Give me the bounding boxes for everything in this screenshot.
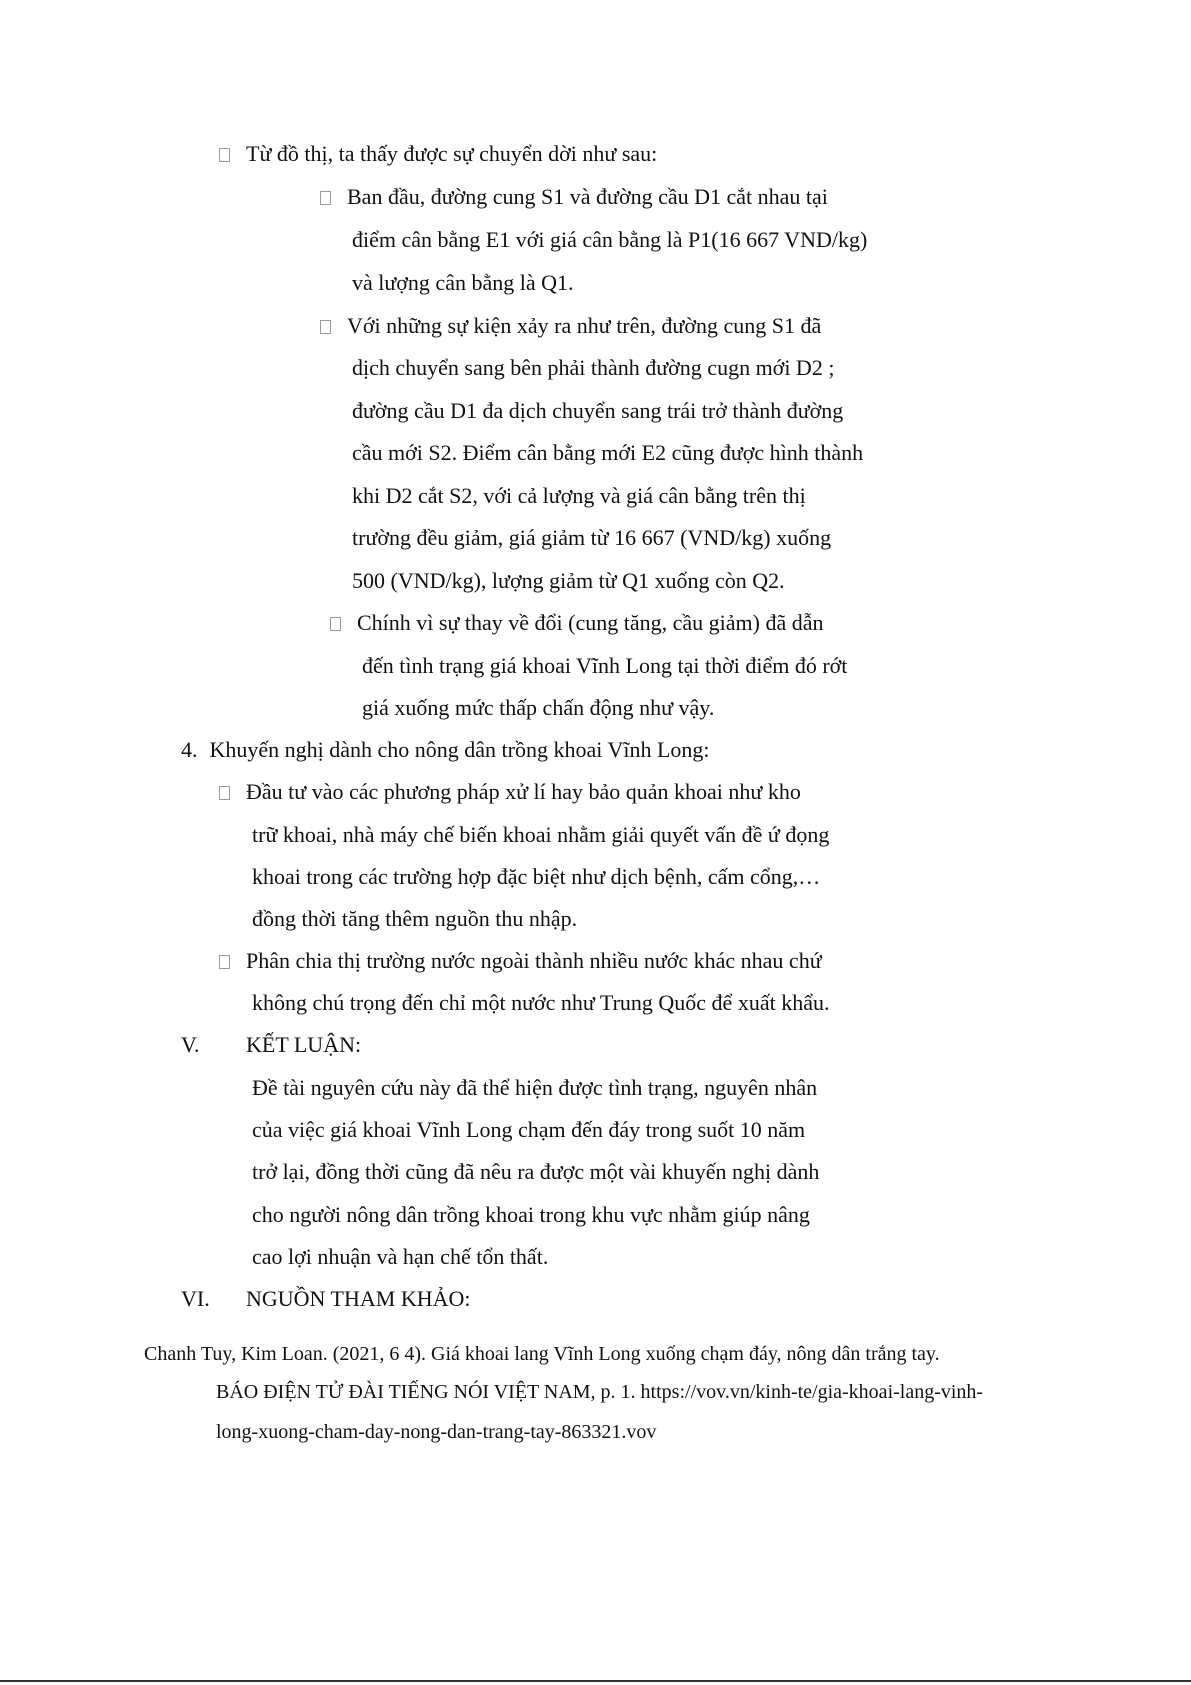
section5-body-line: cao lợi nhuận và hạn chế tổn thất.: [252, 1244, 549, 1269]
section4-bullet1-line: đồng thời tăng thêm nguồn thu nhập.: [252, 906, 578, 931]
analysis-point2-line: trường đều giảm, giá giảm từ 16 667 (VND/kg) xuống: [352, 525, 832, 550]
section5-body-line: trở lại, đồng thời cũng đã nêu ra được một vài khuyến nghị dành: [252, 1159, 820, 1184]
analysis-conclusion-line: đến tình trạng giá khoai Vĩnh Long tại thời điểm đó rớt: [362, 653, 848, 678]
analysis-point2-line: 500 (VND/kg), lượng giảm từ Q1 xuống còn Q2.: [352, 568, 785, 593]
analysis-point2-line: dịch chuyển sang bên phải thành đường cugn mới D2 ;: [352, 355, 835, 380]
section4-heading: [181, 735, 710, 765]
bullet-box-icon: [320, 191, 331, 205]
analysis-point2-line: Với những sự kiện xảy ra như trên, đường cung S1 đã: [347, 313, 822, 338]
page-bottom-rule: [0, 1680, 1191, 1682]
section5-title: KẾT LUẬN:: [246, 1032, 362, 1057]
analysis-intro-text: Từ đồ thị, ta thấy được sự chuyển dời như sau:: [246, 141, 658, 166]
section4-bullet2-line: không chú trọng đến chỉ một nước như Trung Quốc để xuất khẩu.: [252, 990, 830, 1015]
analysis-point2-line: đường cầu D1 đa dịch chuyển sang trái trở thành đường: [352, 398, 844, 423]
section6-numeral: VI.: [181, 1286, 210, 1311]
analysis-point2-item: [320, 311, 821, 341]
analysis-point1-line: Ban đầu, đường cung S1 và đường cầu D1 cắt nhau tại: [347, 184, 828, 209]
section4-number: 4.: [181, 737, 198, 762]
bullet-box-icon: [219, 955, 230, 969]
section4-bullet1-line: khoai trong các trường hợp đặc biệt như dịch bệnh, cấm cổng,…: [252, 864, 821, 889]
section4-bullet2-line: Phân chia thị trường nước ngoài thành nhiều nước khác nhau chứ: [246, 948, 822, 973]
reference-line: BÁO ĐIỆN TỬ ĐÀI TIẾNG NÓI VIỆT NAM, p. 1. https://vov.vn/kinh-te/gia-khoai-lang-vinh-: [216, 1381, 984, 1403]
section4-bullet2-item: [219, 946, 822, 976]
section4-bullet1-line: trữ khoai, nhà máy chế biến khoai nhằm giải quyết vấn đề ứ đọng: [252, 822, 830, 847]
section5-numeral: V.: [181, 1032, 200, 1057]
reference-line: Chanh Tuy, Kim Loan. (2021, 6 4). Giá khoai lang Vĩnh Long xuống chạm đáy, nông dân trắng tay.: [144, 1343, 940, 1365]
section5-body-line: cho người nông dân trồng khoai trong khu vực nhằm giúp nâng: [252, 1202, 810, 1227]
analysis-point2-line: cầu mới S2. Điểm cân bằng mới E2 cũng được hình thành: [352, 440, 864, 465]
bullet-box-icon: [330, 617, 341, 631]
analysis-point1-item: [320, 182, 828, 212]
section5-body-line: của việc giá khoai Vĩnh Long chạm đến đáy trong suốt 10 năm: [252, 1117, 806, 1142]
bullet-box-icon: [219, 786, 230, 800]
analysis-intro-item: [219, 139, 657, 169]
analysis-conclusion-line: giá xuống mức thấp chấn động như vậy.: [362, 695, 715, 720]
section4-title: Khuyến nghị dành cho nông dân trồng khoai Vĩnh Long:: [209, 737, 710, 762]
bullet-box-icon: [219, 148, 230, 162]
reference-url-line: long-xuong-cham-day-nong-dan-trang-tay-863321.vov: [216, 1421, 657, 1443]
analysis-conclusion-item: [330, 608, 823, 638]
analysis-conclusion-line: Chính vì sự thay về đổi (cung tăng, cầu giảm) đã dẫn: [357, 610, 824, 635]
analysis-point1-line: điểm cân bằng E1 với giá cân bằng là P1(16 667 VND/kg): [352, 227, 868, 252]
section5-body-line: Đề tài nguyên cứu này đã thể hiện được tình trạng, nguyên nhân: [252, 1075, 818, 1100]
analysis-point1-line: và lượng cân bằng là Q1.: [352, 270, 574, 295]
section4-bullet1-line: Đầu tư vào các phương pháp xử lí hay bảo quản khoai như kho: [246, 779, 801, 804]
section6-title: NGUỒN THAM KHẢO:: [246, 1286, 471, 1311]
bullet-box-icon: [320, 320, 331, 334]
analysis-point2-line: khi D2 cắt S2, với cả lượng và giá cân bằng trên thị: [352, 483, 806, 508]
section4-bullet1-item: [219, 777, 801, 807]
